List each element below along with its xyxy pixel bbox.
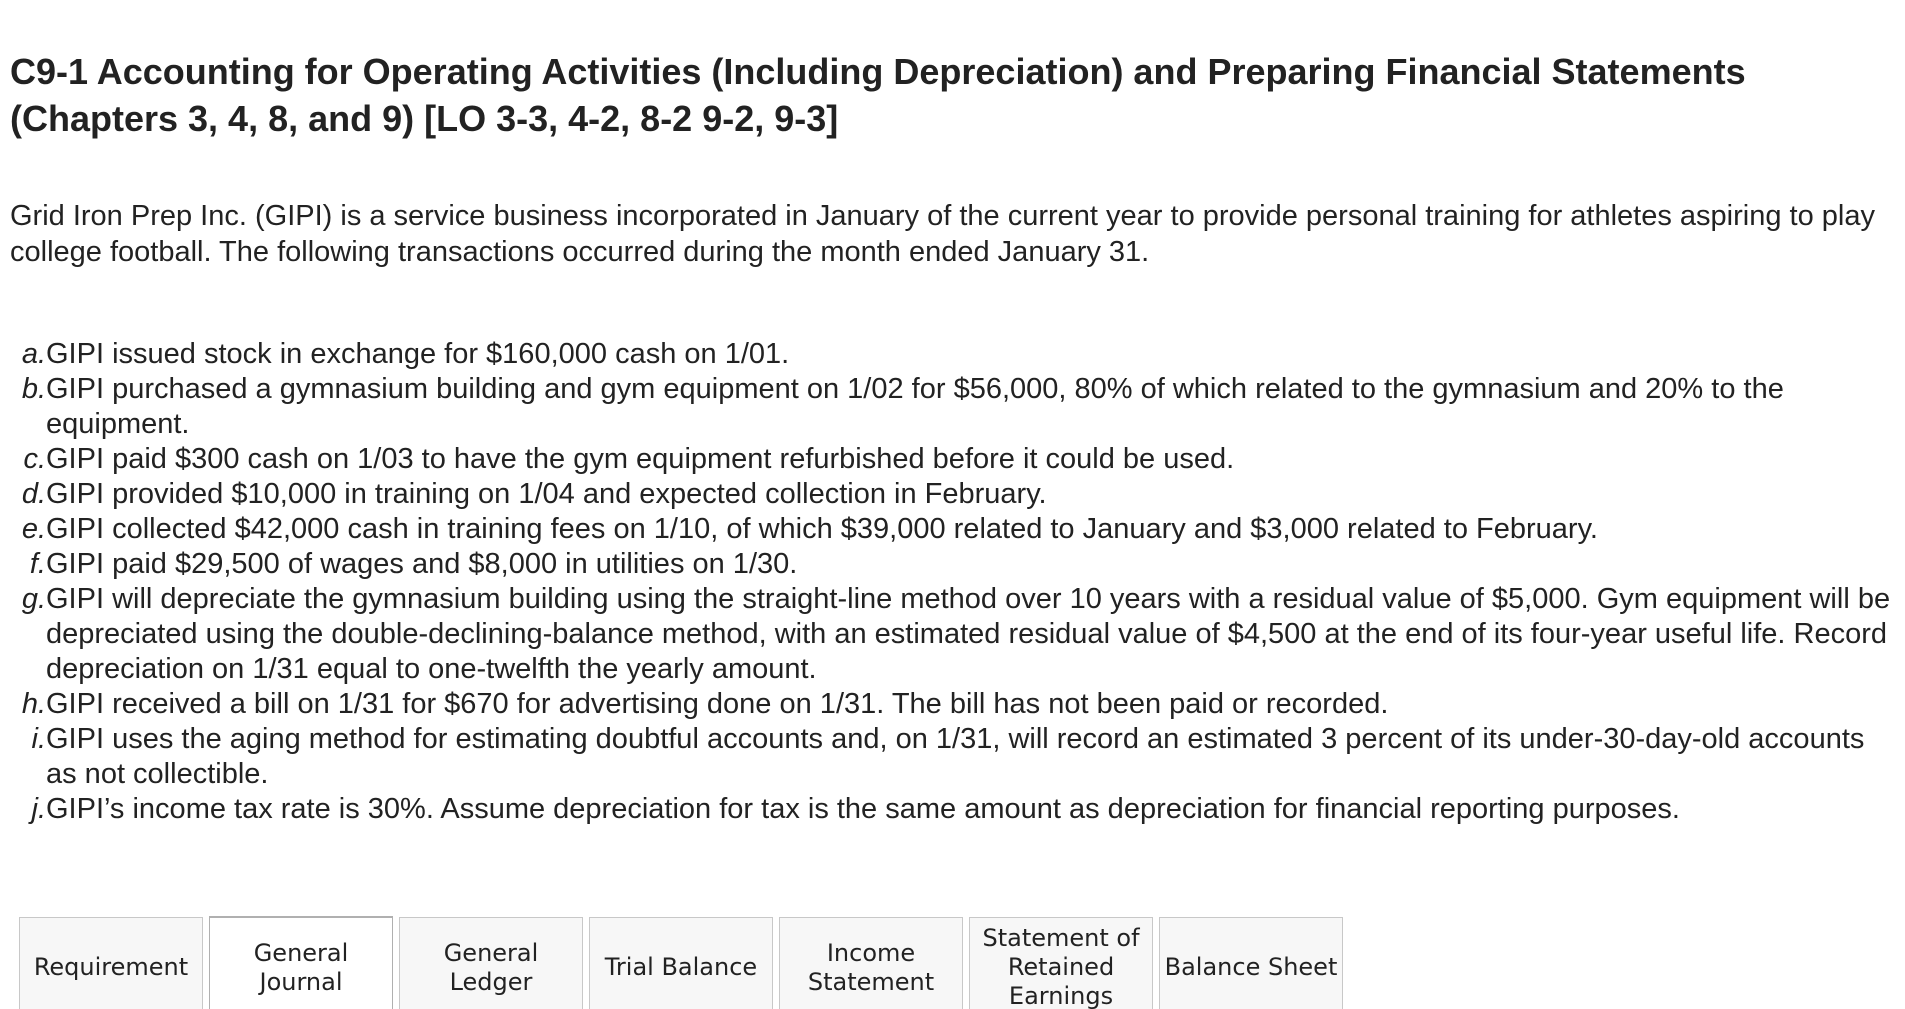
transaction-item-j [10, 792, 1895, 827]
transaction-text: GIPI received a bill on 1/31 for $670 for advertising done on 1/31. The bill has not been paid or recorded. [46, 688, 1389, 720]
transaction-text: GIPI paid $300 cash on 1/03 to have the gym equipment refurbished before it could be used. [46, 443, 1235, 475]
transaction-text: GIPI provided $10,000 in training on 1/04 and expected collection in February. [46, 478, 1047, 510]
transaction-text: GIPI paid $29,500 of wages and $8,000 in utilities on 1/30. [46, 548, 798, 580]
transaction-item-h [10, 687, 1895, 722]
transaction-item-d [10, 477, 1895, 512]
transaction-letter: d. [21, 478, 46, 510]
problem-intro: Grid Iron Prep Inc. (GIPI) is a service business incorporated in January of the current year to provide personal training for athletes aspiring to play college football. The following transactions occurred during the month ended January 31. [10, 200, 1875, 268]
tab-requirement[interactable]: Requirement [19, 917, 203, 1009]
transaction-letter: j. [31, 793, 46, 825]
transaction-letter: e. [21, 513, 46, 545]
transaction-item-b [10, 372, 1895, 442]
transaction-item-g [10, 582, 1895, 687]
transaction-letter: h. [21, 688, 46, 720]
transaction-letter: g. [21, 583, 46, 615]
transaction-item-f [10, 547, 1895, 582]
transaction-item-e [10, 512, 1895, 547]
transaction-letter: a. [21, 338, 46, 370]
transaction-item-c [10, 442, 1895, 477]
tab-general-journal[interactable]: General Journal [209, 917, 393, 1009]
transaction-item-a [10, 337, 1895, 372]
transaction-text: GIPI issued stock in exchange for $160,000 cash on 1/01. [46, 338, 790, 370]
tab-trial-balance[interactable]: Trial Balance [589, 917, 773, 1009]
transaction-letter: i. [31, 723, 46, 755]
transaction-item-i [10, 722, 1895, 792]
tab-balance-sheet[interactable]: Balance Sheet [1159, 917, 1343, 1009]
transaction-text: GIPI purchased a gymnasium building and gym equipment on 1/02 for $56,000, 80% of which related to the gymnasium and 20% to the equipment. [46, 373, 1784, 440]
tab-statement-of-retained-earnings[interactable]: Statement of Retained Earnings [969, 917, 1153, 1009]
transaction-letter: f. [29, 548, 46, 580]
transaction-text: GIPI collected $42,000 cash in training fees on 1/10, of which $39,000 related to January and $3,000 related to February. [46, 513, 1598, 545]
transaction-letter: b. [21, 373, 46, 405]
tab-income-statement[interactable]: Income Statement [779, 917, 963, 1009]
tab-general-ledger[interactable]: General Ledger [399, 917, 583, 1009]
requirement-tabs [19, 917, 1343, 1009]
transaction-text: GIPI uses the aging method for estimating doubtful accounts and, on 1/31, will record an estimated 3 percent of its under-30-day-old accounts as not collectible. [46, 723, 1865, 790]
transaction-text: GIPI will depreciate the gymnasium building using the straight-line method over 10 years with a residual value of $5,000. Gym equipment will be depreciated using the double-declining-balance method, with an estimated residual value of $4,500 at the end of its four-year useful life. Record depreciation on 1/31 equal to one-twelfth the yearly amount. [46, 583, 1891, 685]
transaction-list [10, 337, 1895, 827]
transaction-letter: c. [23, 443, 46, 475]
page-title: C9-1 Accounting for Operating Activities (Including Depreciation) and Preparing Financial Statements (Chapters 3, 4, 8, and 9) [LO 3-3, 4-2, 8-2 9-2, 9-3] [10, 51, 1746, 139]
transaction-text: GIPI’s income tax rate is 30%. Assume depreciation for tax is the same amount as depreciation for financial reporting purposes. [46, 793, 1680, 825]
